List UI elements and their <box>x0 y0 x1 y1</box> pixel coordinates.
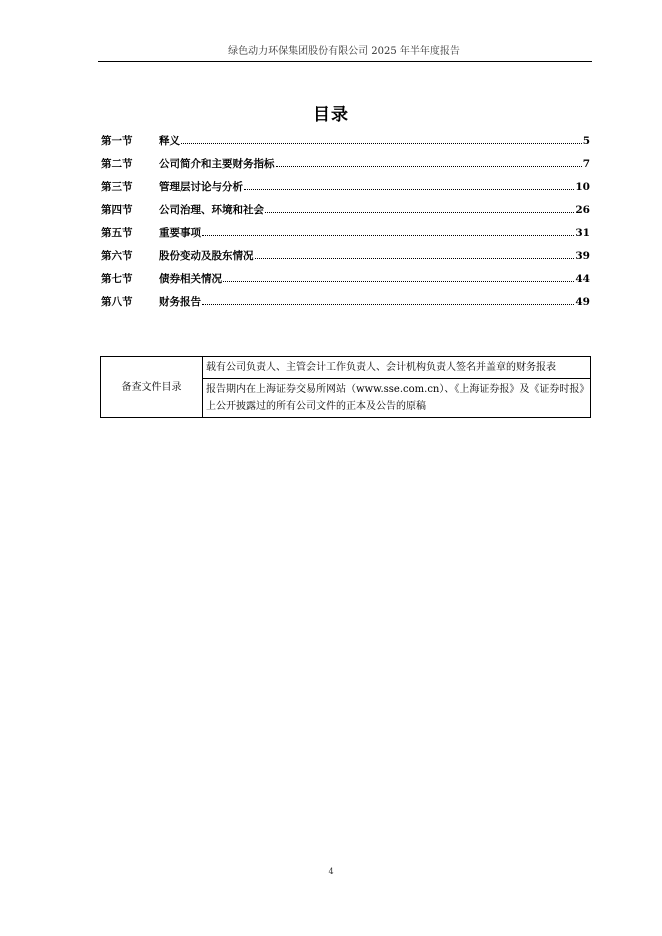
page-title: 目录 <box>313 105 349 125</box>
toc-entry-5[interactable] <box>101 225 590 248</box>
toc-entry-1[interactable] <box>101 133 590 156</box>
toc-page-number: 39 <box>575 250 590 262</box>
toc-section-number: 第四节 <box>101 204 133 216</box>
header-divider <box>98 61 592 62</box>
toc-dot-leader <box>255 258 575 259</box>
toc-section-number: 第二节 <box>101 158 133 170</box>
toc-section-title: 重要事项 <box>159 227 201 239</box>
toc-section-number: 第三节 <box>101 181 133 193</box>
page-number: 4 <box>328 867 334 876</box>
toc-entry-8[interactable] <box>101 294 590 317</box>
reference-label: 备查文件目录 <box>101 357 203 418</box>
toc-page-number: 26 <box>575 204 590 216</box>
toc-section-number: 第五节 <box>101 227 133 239</box>
table-of-contents <box>101 133 590 317</box>
toc-entry-3[interactable] <box>101 179 590 202</box>
toc-section-title: 公司治理、环境和社会 <box>159 204 264 216</box>
toc-section-title: 释义 <box>159 135 180 147</box>
toc-entry-6[interactable] <box>101 248 590 271</box>
toc-section-number: 第一节 <box>101 135 133 147</box>
toc-page-number: 7 <box>582 158 590 170</box>
reference-documents-table <box>100 356 591 418</box>
toc-section-title: 债券相关情况 <box>159 273 222 285</box>
toc-entry-4[interactable] <box>101 202 590 225</box>
toc-dot-leader <box>244 189 574 190</box>
toc-page-number: 10 <box>575 181 590 193</box>
toc-dot-leader <box>181 143 582 144</box>
toc-page-number: 44 <box>575 273 590 285</box>
toc-page-number: 49 <box>575 296 590 308</box>
toc-section-title: 管理层讨论与分析 <box>159 181 243 193</box>
toc-dot-leader <box>223 281 574 282</box>
toc-dot-leader <box>276 166 582 167</box>
reference-item: 载有公司负责人、主管会计工作负责人、会计机构负责人签名并盖章的财务报表 <box>203 357 591 379</box>
toc-section-number: 第八节 <box>101 296 133 308</box>
toc-section-title: 财务报告 <box>159 296 201 308</box>
toc-dot-leader <box>202 235 574 236</box>
toc-page-number: 5 <box>582 135 590 147</box>
toc-page-number: 31 <box>575 227 590 239</box>
toc-entry-7[interactable] <box>101 271 590 294</box>
toc-section-number: 第七节 <box>101 273 133 285</box>
toc-section-number: 第六节 <box>101 250 133 262</box>
toc-dot-leader <box>265 212 574 213</box>
toc-entry-2[interactable] <box>101 156 590 179</box>
toc-section-title: 公司简介和主要财务指标 <box>159 158 275 170</box>
toc-section-title: 股份变动及股东情况 <box>159 250 254 262</box>
reference-item: 报告期内在上海证券交易所网站（www.sse.com.cn）、《上海证券报》及《证券时报》上公开披露过的所有公司文件的正本及公告的原稿 <box>203 379 591 418</box>
toc-dot-leader <box>202 304 574 305</box>
report-header: 绿色动力环保集团股份有限公司 2025 年半年度报告 <box>228 46 460 57</box>
